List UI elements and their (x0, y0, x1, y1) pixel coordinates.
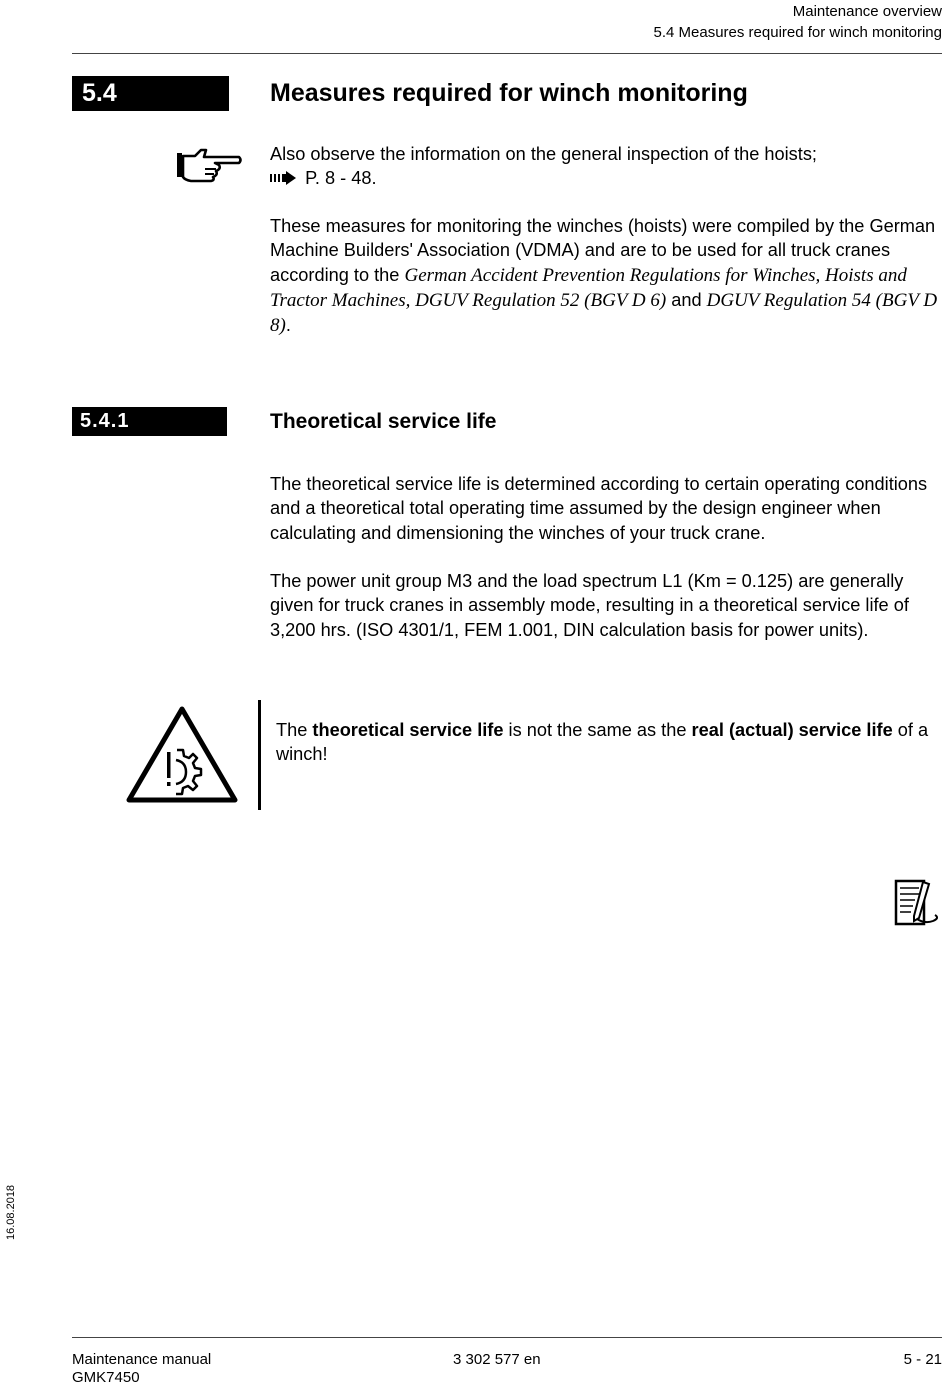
measures-text-2: and (666, 289, 707, 310)
warning-bold-1: theoretical service life (312, 720, 504, 740)
theoretical-paragraph-1: The theoretical service life is determined according to certain operating conditions and a theoretical total operating time assumed by the design engineer when calculating and dimensioning the winches of your truck crane. (270, 474, 928, 543)
reference-arrow-icon (270, 171, 300, 185)
warning-text-2: is not the same as the (503, 720, 692, 740)
subsection-title: Theoretical service life (270, 410, 497, 433)
footer-manual: Maintenance manual (72, 1351, 212, 1368)
note-text: Also observe the information on the general inspection of the hoists; (270, 144, 817, 164)
warning-bar (258, 700, 261, 810)
subsection-number-box: 5.4.1 (72, 407, 227, 436)
footer-rule (72, 1337, 942, 1338)
pointing-hand-icon (175, 147, 243, 183)
page-reference: P. 8 - 48. (305, 168, 377, 189)
manual-page-icon (893, 878, 943, 928)
measures-paragraph (270, 214, 942, 338)
machine-damage-warning-icon (125, 704, 239, 804)
section-title: Measures required for winch monitoring (270, 79, 748, 107)
warning-text-3: of a winch! (276, 720, 929, 765)
section-number-box: 5.4 (72, 76, 229, 111)
warning-bold-2: real (actual) service life (691, 720, 893, 740)
footer-page-number: 5 - 21 (903, 1351, 942, 1368)
warning-text (276, 718, 944, 767)
regulation-reference-2: DGUV Regulation 54 (BGV D 8) (270, 289, 938, 337)
warning-text-1: The (276, 720, 313, 740)
note-paragraph (270, 142, 942, 191)
footer-model: GMK7450 (72, 1369, 140, 1384)
side-date: 16.08.2018 (5, 1184, 17, 1240)
measures-text-3: . (285, 315, 291, 336)
header-chapter: Maintenance overview (792, 3, 942, 20)
header-section: 5.4 Measures required for winch monitoring (653, 24, 942, 41)
measures-text-1: These measures for monitoring the winches (hoists) were compiled by the German Machine Builders' Association (VDMA) and are to be used for all truck cranes according to the (270, 216, 936, 285)
theoretical-paragraph-2: The power unit group M3 and the load spectrum L1 (Km = 0.125) are generally given for truck cranes in assembly mode, resulting in a theoretical service life of 3,200 hrs. (ISO 4301/1, FEM 1.001, DIN calculation basis for power units). (270, 571, 909, 640)
regulation-reference-1: German Accident Prevention Regulations for Winches, Hoists and Tractor Machines, DGUV Regulation 52 (BGV D 6) (270, 264, 907, 311)
footer-doc-number: 3 302 577 en (453, 1351, 541, 1368)
header-rule (72, 53, 942, 54)
